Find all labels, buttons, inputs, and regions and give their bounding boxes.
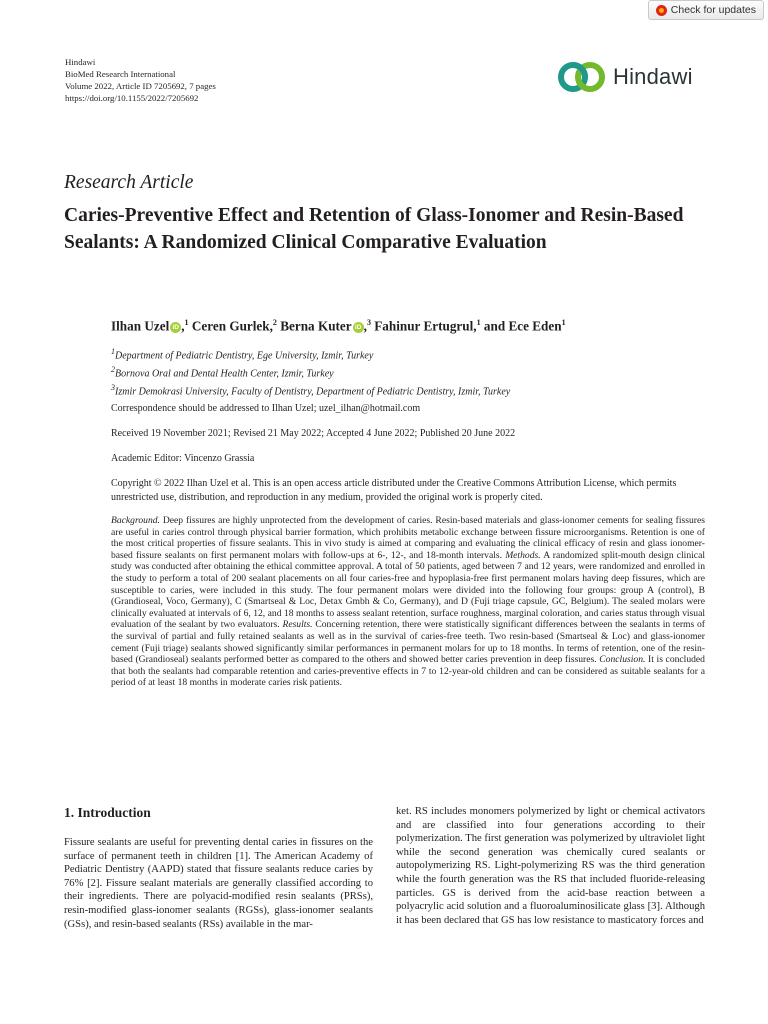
author-name[interactable]: Ece Eden [508, 318, 562, 334]
article-type: Research Article [64, 172, 194, 193]
academic-editor: Academic Editor: Vincenzo Grassia [111, 453, 255, 464]
affiliation-number: 2 [111, 364, 115, 374]
affiliation-number: 1 [111, 347, 115, 356]
journal-name: BioMed Research International [65, 69, 176, 79]
author-affiliation-number: 1 [184, 318, 189, 327]
publication-dates: Received 19 November 2021; Revised 21 May 2022; Accepted 4 June 2022; Published 20 June 2022 [111, 428, 516, 439]
abstract-results-label: Results. [282, 619, 313, 631]
orcid-icon[interactable]: iD [170, 322, 181, 333]
volume-info: Volume 2022, Article ID 7205692, 7 pages [65, 81, 216, 91]
author-affiliation-number: 1 [476, 318, 481, 327]
author-affiliation-number: 3 [366, 318, 371, 327]
hindawi-logo-text: Hindawi [613, 64, 693, 89]
correspondence: Correspondence should be addressed to Ilhan Uzel; uzel_ilhan@hotmail.com [111, 403, 421, 414]
affiliation-text: Department of Pediatric Dentistry, Ege University, Izmir, Turkey [115, 350, 374, 362]
affiliation-item [111, 345, 510, 363]
intro-left-column: Fissure sealants are useful for preventing dental caries in fissures on the surface of permanent teeth in children [1]. The American Academy of Pediatric Dentistry (AAPD) stated that fissure sealants reduce caries by 76% [2]. Fissure sealant materials are generally classified according to their ingredients. There are polyacid-modified resin sealants (PRSs), resin-modified glass-ionomer sealants (RGSs), glass-ionomer sealants (GSs), and resin-based sealants (RSs) available in the mar- [64, 837, 373, 930]
check-for-updates-button[interactable] [648, 0, 764, 20]
doi-link[interactable]: https://doi.org/10.1155/2022/7205692 [65, 93, 199, 103]
publisher-name: Hindawi [65, 57, 96, 67]
affiliation-item [111, 381, 510, 399]
abstract [111, 515, 705, 689]
copyright-notice: Copyright © 2022 Ilhan Uzel et al. This is an open access article distributed under the Creative Commons Attribution License, which permits unrestricted use, distribution, and reproduction in any medium, provided the original work is properly cited. [111, 478, 677, 503]
abstract-methods-label: Methods. [505, 549, 541, 561]
author-list: Ilhan Uzel iD ,$^1$ Ceren Gurlek,$^2$ Berna Kuter iD ,$^3$ Fahinur Ertugrul,$^1$ and Ece Eden$^1$ [111, 318, 566, 334]
abstract-background-label: Background. [111, 515, 160, 526]
check-for-updates-label: Check for updates [670, 4, 756, 16]
affiliation-list [111, 345, 510, 398]
author-name[interactable]: Ceren Gurlek [191, 318, 270, 334]
article-title: Caries-Preventive Effect and Retention of Glass-Ionomer and Resin-Based Sealants: A Randomized Clinical Comparative Evaluation [64, 205, 684, 253]
author-name[interactable]: Berna Kuter [280, 318, 352, 334]
abstract-conclusion: It is concluded that both the sealants had comparable retention and caries-preventive effects in 7 to 12-year-old children and can be considered as suitable sealants for a period of at least 18 months in moderate caries risk patients. [111, 654, 705, 689]
journal-meta [65, 56, 216, 104]
author-name[interactable]: Ilhan Uzel [111, 318, 170, 334]
section-heading: 1. Introduction [64, 805, 151, 820]
hindawi-rings-icon [557, 61, 607, 93]
crossmark-icon [656, 5, 667, 16]
orcid-icon[interactable]: iD [353, 322, 364, 333]
affiliation-text: Bornova Oral and Dental Health Center, Izmir, Turkey [115, 368, 334, 380]
author-affiliation-number: 1 [561, 318, 566, 327]
affiliation-number: 3 [111, 382, 115, 392]
abstract-methods: A randomized split-mouth design clinical study was conducted after obtaining the ethical committee approval. A total of 50 patients, aged between 7 and 12 years, were randomized and enrolled in the study to perform a total of 200 sealant placements on all four caries-free and hypoplasia-free first permanent molars having deep fissures, which are susceptible to caries, were included in this study. The four permanent molars were divided into the following four groups: group A (control), B (Grandioseal, Voco, Germany), C (Smartseal & Loc, Detax Gmbh & Co, Germany), and D (Fuji triage capsule, GC, Belgium). The sealed molars were clinically evaluated at intervals of 6, 12, and 18 months to assess sealant retention, surface roughness, marginal coloration, and caries status through visual evaluation of the sealant by two evaluators. [111, 549, 705, 631]
abstract-conclusion-label: Conclusion. [599, 654, 646, 666]
abstract-results: Concerning retention, there were statistically significant differences between the sealants in terms of the survival of partial and fully retained sealants as well as in the survival of caries-free teeth. Two resin-based (Smartseal & Loc) and glass-ionomer cement (Fuji triage) sealants showed significantly similar performances in permanent molars for up to 18 months. In terms of retention, one of the resin-based (Grandioseal) sealants performed better as compared to the others and showed better caries prevention in deep fissures. [111, 619, 705, 666]
author-affiliation-number: 2 [272, 318, 277, 327]
intro-right-column: ket. RS includes monomers polymerized by light or chemical activators and are classified into four generations according to their polymerization. The first generation was polymerized by ultraviolet light while the second generation was chemically cured sealants or autopolymerizing RS. Light-polymerizing RS was the third generation while the fourth generation was the RS that included fluoride-releasing particles. GS is derived from the acid-base reaction between a polyacrylic acid solution and a fluoroaluminosilicate glass [3]. Although it has been declared that GS has low resistance to masticatory forces and [396, 806, 705, 926]
author-name[interactable]: Fahinur Ertugrul [374, 318, 474, 334]
affiliation-item [111, 363, 510, 381]
affiliation-text: Izmir Demokrasi University, Faculty of Dentistry, Department of Pediatric Dentistry, Izmir, Turkey [115, 385, 511, 397]
hindawi-logo [557, 61, 693, 93]
abstract-background: Deep fissures are highly unprotected from the development of caries. Resin-based materials and glass-ionomer cements for sealing fissures are useful in caries control through physical barrier formation, which prohibits metabolic exchange between fissure microorganisms. Retention is one of the most critical properties of fissure sealants. This in vivo study is aimed at comparing and evaluating the clinical efficacy of resin and glass ionomer-based fissure sealants on first permanent molars with follow-ups at 6-, 12-, and 18-month intervals. [111, 515, 705, 561]
